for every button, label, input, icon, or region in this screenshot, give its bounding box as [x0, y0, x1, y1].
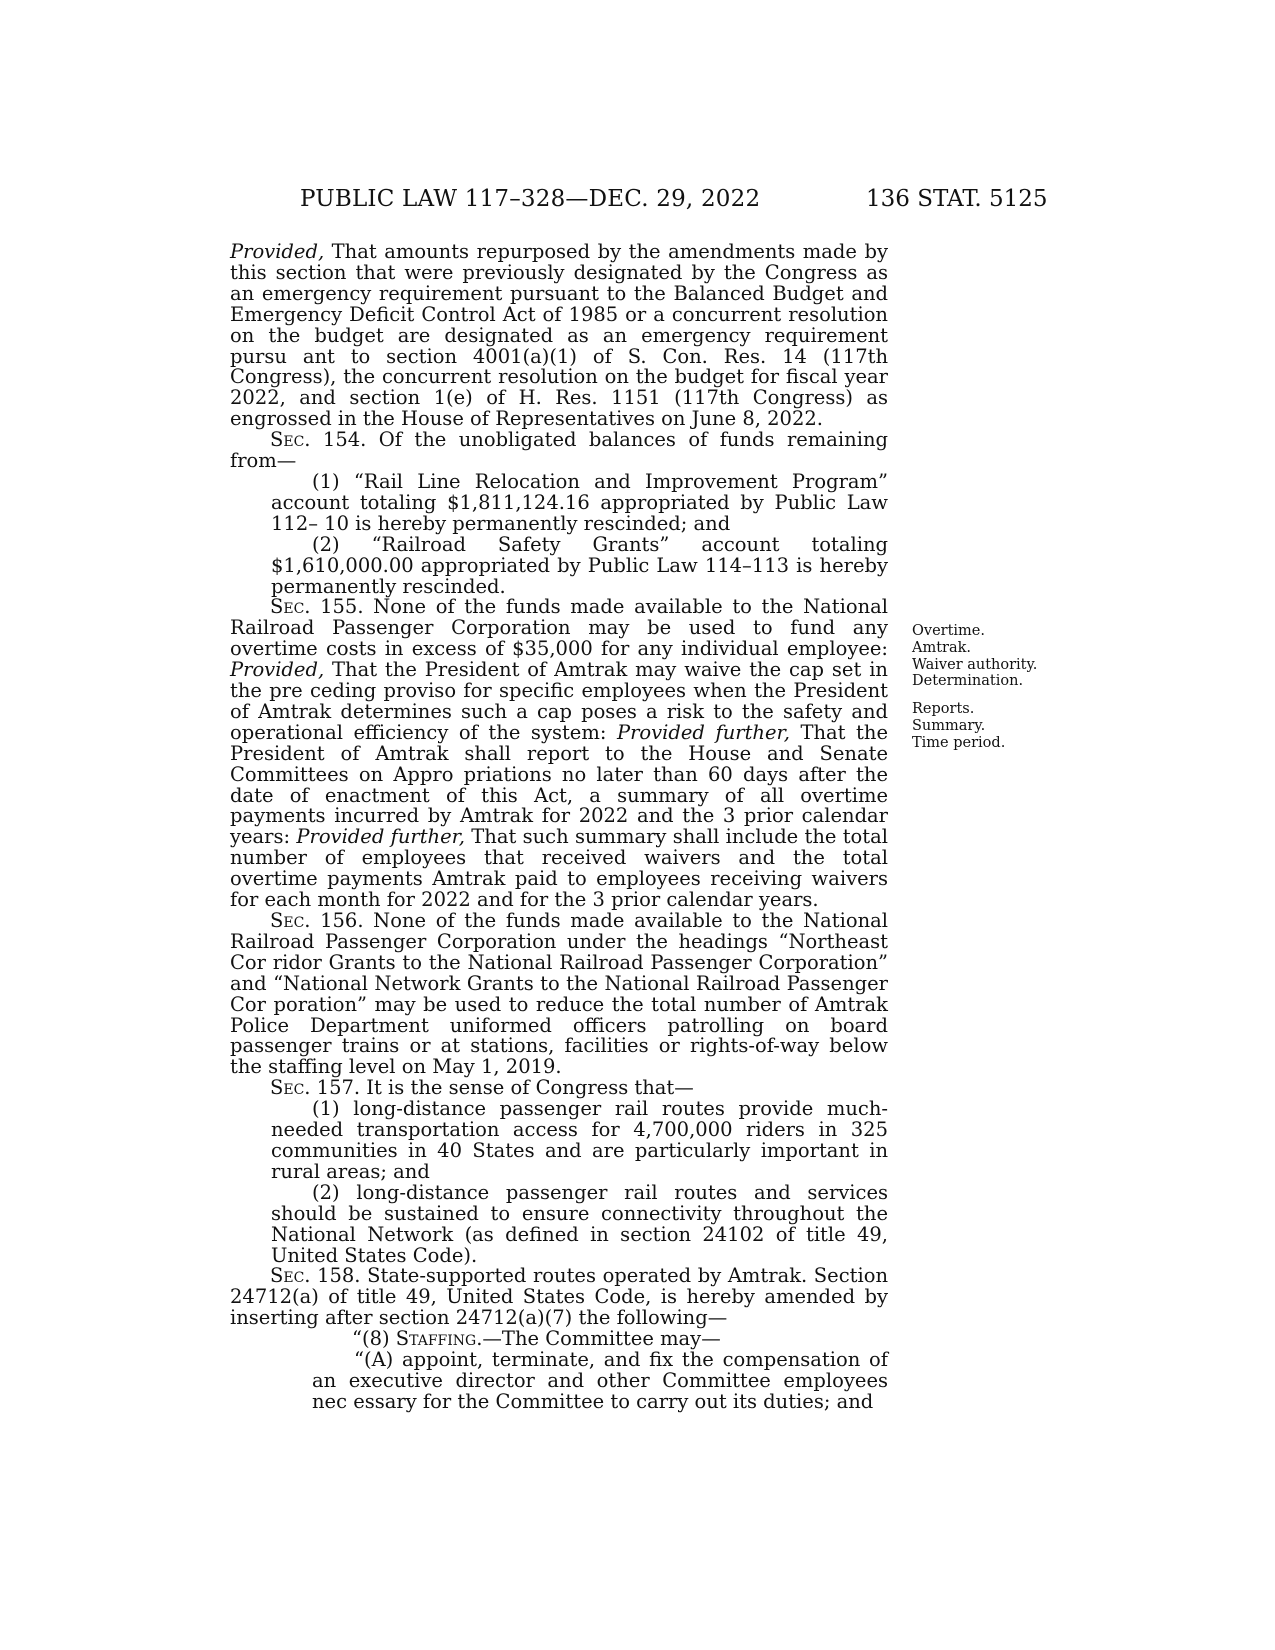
margin-note-group-2	[912, 701, 1005, 751]
running-header-law: PUBLIC LAW 117–328—DEC. 29, 2022	[300, 186, 761, 212]
margin-note-group-1	[912, 623, 1037, 690]
section-157-item-2: (2) long-distance passenger rail routes and services should be sustained to ensure connectivity throughout the National Network (as defined in section 24102 of title 49, United States Code).	[271, 1180, 888, 1267]
section-154-item-1: (1) “Rail Line Relocation and Improvement Program” account totaling $1,811,124.16 appropriated by Public Law 112– 10 is hereby permanently rescinded; and	[271, 469, 888, 535]
margin-note: Reports.	[912, 701, 975, 717]
section-157-item-1: (1) long-distance passenger rail routes provide much-needed transportation access for 4,700,000 riders in 325 communities in 40 States and are particularly important in rural areas; and	[271, 1097, 888, 1183]
page-stat-number: 136 STAT. 5125	[866, 186, 1048, 212]
section-156: Sec. 156. None of the funds made available to the National Railroad Passenger Corporation under the headings “Northeast Cor ridor Grants to the National Railroad Passenger Corporation” and “National Network Grants to the National Railroad Passenger Cor poration” may be used to reduce the total number of Amtrak Police Department uniformed officers patrolling on board passenger trains or at stations, facilities or rights-of-way below the staffing level on May 1, 2019.	[230, 909, 889, 1079]
proviso-paragraph: Provided, That amounts repurposed by the amendments made by this section that were previously designated by the Congress as an emergency requirement pursuant to the Balanced Budget and Emergency Deficit Control Act of 1985 or a concurrent resolution on the budget are designated as an emergency requirement pursu ant to section 4001(a)(1) of S. Con. Res. 14 (117th Congress), the concurrent resolution on the budget for fiscal year 2022, and section 1(e) of H. Res. 1151 (117th Congress) as engrossed in the House of Representatives on June 8, 2022.	[230, 240, 888, 431]
section-157: Sec. 157. It is the sense of Congress that—	[270, 1076, 694, 1100]
staffing-item-a: “(A) appoint, terminate, and fix the compensation of an executive director and other Committee employees nec essary for the Committee to carry out its duties; and	[312, 1348, 888, 1413]
section-label: Sec. 154.	[270, 428, 367, 452]
italic-provided: Provided,	[230, 240, 325, 263]
margin-note: Amtrak.	[912, 639, 972, 656]
section-label: Sec. 158.	[270, 1264, 361, 1288]
section-154: Sec. 154. Of the unobligated balances of funds remaining from—	[230, 428, 888, 473]
margin-note: Summary.	[912, 717, 986, 734]
section-154-item-2: (2) “Railroad Safety Grants” account totaling $1,610,000.00 appropriated by Public Law 114–113 is hereby permanently rescinded.	[271, 532, 888, 598]
margin-note: Determination.	[912, 673, 1024, 690]
staffing-heading: “(8) Staffing.—The Committee may—	[352, 1327, 721, 1351]
section-label: Sec. 155.	[270, 595, 364, 619]
margin-note: Time period.	[912, 734, 1006, 751]
margin-note: Waiver authority.	[912, 656, 1038, 673]
section-155: Sec. 155. None of the funds made available to the National Railroad Passenger Corporation may be used to fund any overtime costs in excess of $35,000 for any individual employee: Provided, That the President of Amtrak may waive the cap set in the pre ceding proviso for specific employees when the President of Amtrak determines such a cap poses a risk to the safety and operational efficiency of the system: Provided further, That the President of Amtrak shall report to the House and Senate Committees on Appro priations no later than 60 days after the date of enactment of this Act, a summary of all overtime payments incurred by Amtrak for 2022 and the 3 prior calendar years: Provided further, That such summary shall include the total number of employees that received waivers and the total overtime payments Amtrak paid to employees receiving waivers for each month for 2022 and for the 3 prior calendar years.	[230, 595, 889, 912]
body-text	[230, 242, 888, 1413]
section-label: Sec. 156.	[270, 909, 364, 932]
section-label: Sec. 157.	[270, 1076, 361, 1100]
margin-note: Overtime.	[912, 623, 985, 639]
section-158: Sec. 158. State-supported routes operated by Amtrak. Section 24712(a) of title 49, United States Code, is hereby amended by inserting after section 24712(a)(7) the following—	[230, 1264, 889, 1330]
